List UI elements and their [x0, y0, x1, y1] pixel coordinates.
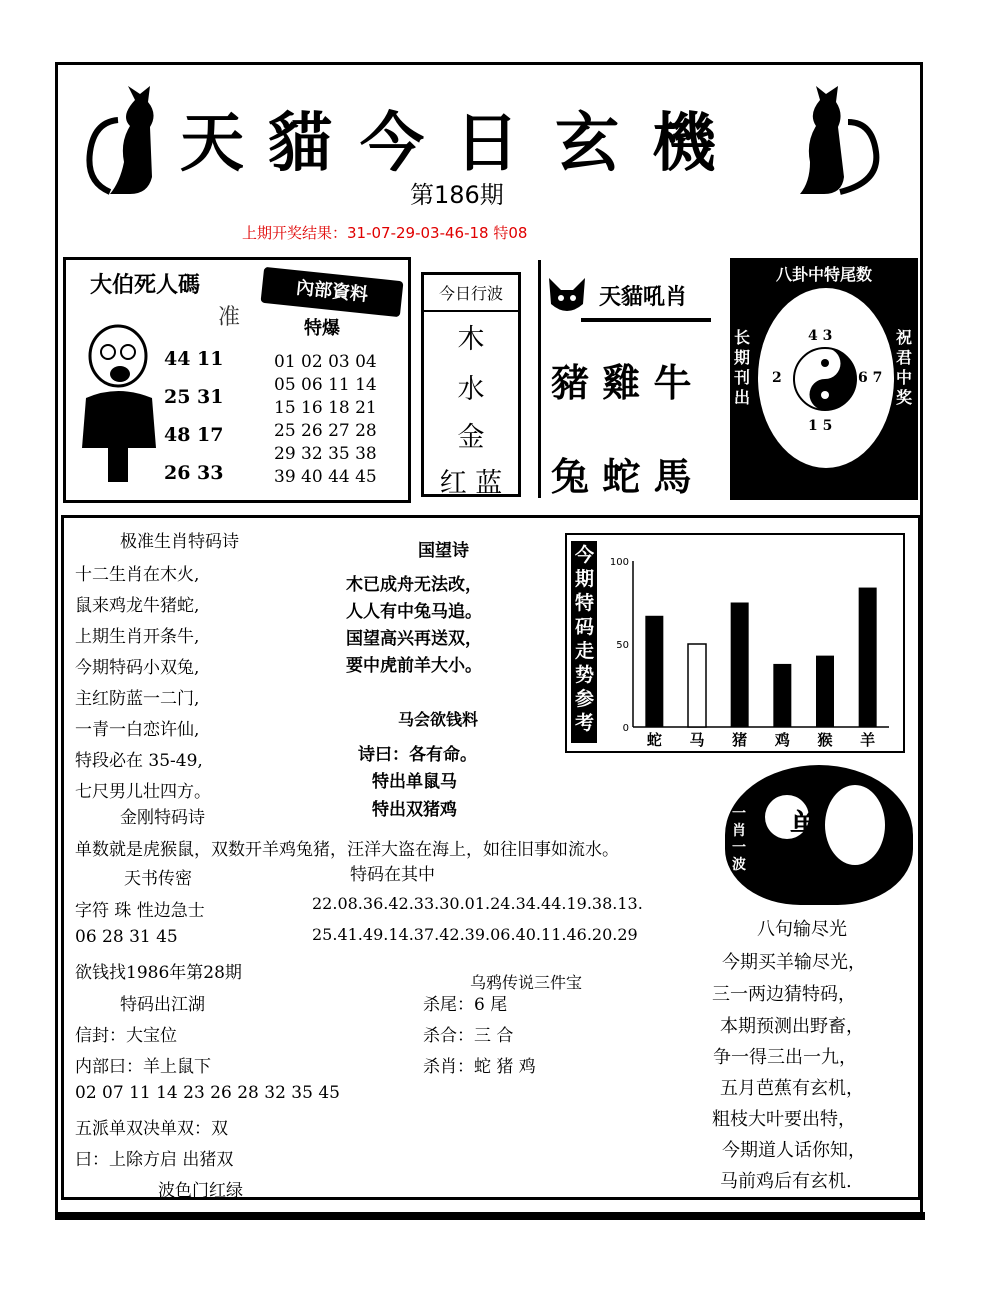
jianghu-yue: 曰：上除方启 出猪双 [75, 1150, 234, 1170]
issue-number: 第186期 [410, 181, 504, 209]
bagua-title: 八卦中特尾数 [775, 265, 872, 284]
title-char-1: 天 [180, 106, 244, 181]
right-cat-icon [780, 82, 890, 202]
kingkong-line: 单数就是虎猴鼠，双数开羊鸡兔猪，汪洋大盗在海上，如往旧事如流水。 [75, 840, 619, 860]
dabo-pair-3: 48 17 [164, 424, 224, 446]
chart-bar [731, 603, 749, 728]
neibu-sub: 特爆 [304, 318, 340, 339]
tianshu-nums: 06 28 31 45 [75, 927, 178, 947]
trend-chart-box [565, 533, 905, 753]
portrait-dan: 单 [790, 808, 820, 843]
neibu-row-5: 29 32 35 38 [274, 444, 377, 464]
jianghu-neibu: 内部曰：羊上鼠下 [75, 1057, 211, 1077]
guowang-line-3: 国望高兴再送双， [346, 629, 482, 649]
chart-bar [816, 656, 834, 727]
tema-qizhong-title: 特码在其中 [350, 865, 435, 885]
chart-title: 今期特码走势参考 [575, 544, 595, 734]
left-cat-icon [80, 82, 190, 202]
trend-chart [599, 539, 899, 751]
chart-xtick-label: 马 [689, 731, 705, 749]
tianmao-box [538, 260, 728, 498]
wave-item-1: 木 [457, 324, 485, 355]
wave-box [421, 272, 521, 497]
title-char-5: 玄 [555, 106, 619, 181]
bagua-right-side: 祝君中奖 [896, 328, 913, 407]
zodiac-poem-line-7: 特段必在 35-49, [75, 751, 203, 771]
dabo-pair-4: 26 33 [164, 462, 224, 484]
jianghu-bose: 波色门红绿 [158, 1181, 243, 1201]
zodiac-poem-line-6: 一青一白恋许仙, [75, 720, 200, 740]
portrait-face [825, 785, 885, 865]
chart-xtick-label: 鸡 [774, 731, 790, 749]
wave-item-2: 水 [457, 374, 485, 405]
dabo-pair-2: 25 31 [164, 386, 224, 408]
zodiac-poem-line-3: 上期生肖开条牛, [75, 627, 200, 647]
kingkong-title: 金刚特码诗 [120, 808, 205, 828]
jianghu-title: 特码出江湖 [120, 995, 205, 1015]
chart-bar [688, 644, 706, 727]
eight-poem-line-2: 三一两边猜特码， [712, 984, 856, 1005]
neibu-badge-text: 內部資料 [295, 277, 369, 306]
dabo-title: 大伯死人碼 [90, 272, 201, 298]
guowang-line-2: 人人有中兔马追。 [346, 602, 482, 622]
neibu-row-3: 15 16 18 21 [274, 398, 377, 418]
mahui-line-1: 诗曰：各有命。 [358, 745, 477, 765]
eight-poem-title: 八句输尽光 [757, 919, 847, 940]
bagua-num-right: 6 7 [858, 370, 883, 386]
cat-face-icon [545, 274, 589, 318]
mahui-line-2: 特出单鼠马 [372, 772, 457, 792]
wave-item-4: 红 蓝 [439, 468, 503, 499]
wuya-shawei: 杀尾：6 尾 [423, 995, 508, 1015]
zodiac-poem-line-2: 鼠来鸡龙牛猪蛇, [75, 596, 200, 616]
tema-qizhong-line-1: 22.08.36.42.33.30.01.24.34.44.19.38.13. [312, 894, 643, 913]
neibu-badge [261, 267, 404, 317]
guowang-line-4: 要中虎前羊大小。 [346, 656, 482, 676]
title-char-3: 今 [360, 106, 424, 181]
eight-poem-line-3: 本期预测出野畜， [720, 1016, 864, 1037]
portrait-side: 一肖一波 [732, 806, 746, 873]
tianmao-row-1: 豬 雞 牛 [551, 360, 692, 405]
tianshu-yuqian: 欲钱找1986年第28期 [75, 963, 242, 983]
dabo-pair-1: 44 11 [164, 348, 224, 370]
frame-bottom-bar [55, 1212, 925, 1220]
dabo-box [63, 257, 411, 503]
chart-xtick-label: 猴 [817, 731, 833, 749]
chart-ytick-label: 100 [609, 557, 629, 568]
title-char-2: 貓 [268, 106, 332, 181]
zodiac-poem-line-1: 十二生肖在木火, [75, 565, 200, 585]
chart-bar [773, 664, 791, 727]
tianmao-underline [581, 318, 711, 322]
chart-ytick-label: 50 [616, 640, 629, 651]
neibu-row-2: 05 06 11 14 [274, 375, 377, 395]
chart-xtick-label: 蛇 [646, 731, 662, 749]
neibu-row-4: 25 26 27 28 [274, 421, 377, 441]
guowang-title: 国望诗 [418, 541, 469, 561]
chart-bar [645, 616, 663, 727]
wuya-shaxiao: 杀肖：蛇 猪 鸡 [423, 1057, 536, 1077]
chart-ytick-label: 0 [622, 723, 629, 734]
neibu-row-6: 39 40 44 45 [274, 467, 377, 487]
title-char-6: 機 [652, 106, 716, 181]
bagua-num-top: 4 3 [808, 328, 833, 344]
eight-poem-line-1: 今期买羊输尽光， [722, 952, 866, 973]
old-man-icon [72, 318, 164, 488]
title-char-4: 日 [455, 106, 519, 181]
zodiac-poem-line-4: 今期特码小双兔, [75, 658, 200, 678]
jianghu-wupai: 五派单双决单双：双 [75, 1119, 228, 1139]
jianghu-xinfeng: 信封：大宝位 [75, 1026, 177, 1046]
tianshu-zifu: 字符 珠 性边急士 [75, 901, 205, 921]
zodiac-poem-line-8: 七尺男儿壮四方。 [75, 782, 211, 802]
tianshu-title: 天书传密 [124, 869, 192, 889]
neibu-row-1: 01 02 03 04 [274, 352, 377, 372]
tianmao-row-2: 兔 蛇 馬 [551, 454, 692, 499]
chart-bar [859, 588, 877, 727]
eight-poem-line-8: 马前鸡后有玄机. [720, 1171, 852, 1192]
bagua-left-side: 长期刊出 [734, 328, 751, 407]
mahui-title: 马会欲钱料 [398, 710, 479, 729]
eight-poem-line-6: 粗枝大叶要出特， [712, 1109, 856, 1130]
yinyang-icon [792, 346, 858, 412]
eight-poem-line-7: 今期道人话你知， [722, 1140, 866, 1161]
wave-item-3: 金 [457, 422, 485, 453]
tema-qizhong-line-2: 25.41.49.14.37.42.39.06.40.11.46.20.29 [312, 925, 638, 944]
last-result: 上期开奖结果：31-07-29-03-46-18 特08 [242, 224, 528, 242]
wave-title: 今日行波 [424, 281, 518, 312]
zodiac-poem-title: 极准生肖特码诗 [120, 532, 239, 552]
bagua-num-left: 2 [772, 370, 782, 386]
guowang-line-1: 木已成舟无法改， [346, 575, 482, 595]
bagua-num-bottom: 1 5 [808, 418, 833, 434]
jianghu-nums: 02 07 11 14 23 26 28 32 35 45 [75, 1083, 340, 1103]
mahui-line-3: 特出双猪鸡 [372, 800, 457, 820]
eight-poem-line-5: 五月芭蕉有玄机， [720, 1078, 864, 1099]
bagua-box [730, 258, 918, 500]
zhun-label: 准 [218, 305, 241, 330]
zodiac-poem-line-5: 主红防蓝一二门, [75, 689, 200, 709]
chart-xtick-label: 猪 [732, 731, 748, 749]
wuya-shahe: 杀合：三 合 [423, 1026, 514, 1046]
chart-xtick-label: 羊 [860, 731, 876, 749]
tianmao-title: 天貓吼肖 [599, 284, 688, 310]
wuya-title: 乌鸦传说三件宝 [470, 973, 583, 992]
eight-poem-line-4: 争一得三出一九， [713, 1047, 857, 1068]
